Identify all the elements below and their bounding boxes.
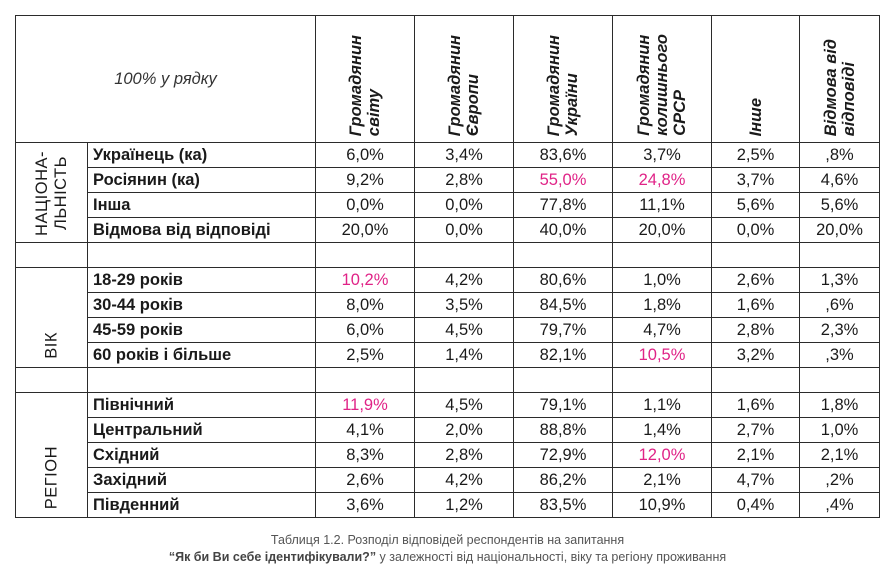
row-label: 18-29 років xyxy=(88,268,316,293)
row-label: Західний xyxy=(88,468,316,493)
row-label: Південний xyxy=(88,493,316,518)
value-cell: 11,9% xyxy=(316,393,415,418)
table-row xyxy=(16,393,880,418)
column-header-0 xyxy=(316,16,415,143)
table-row xyxy=(16,343,880,368)
group-label-text: РЕГІОН xyxy=(42,445,60,509)
value-cell: 2,1% xyxy=(712,443,800,468)
value-cell: 4,5% xyxy=(415,393,514,418)
value-cell: 10,5% xyxy=(613,343,712,368)
value-cell: 4,7% xyxy=(613,318,712,343)
value-cell: 3,5% xyxy=(415,293,514,318)
empty-cell xyxy=(415,368,514,393)
caption-question: “Як би Ви себе ідентифікували?” xyxy=(168,550,377,564)
value-cell: 82,1% xyxy=(514,343,613,368)
value-cell: 1,0% xyxy=(800,418,880,443)
empty-cell xyxy=(316,243,415,268)
value-cell: 2,7% xyxy=(712,418,800,443)
value-cell: 83,6% xyxy=(514,143,613,168)
value-cell: 40,0% xyxy=(514,218,613,243)
value-cell: 3,7% xyxy=(613,143,712,168)
value-cell: 3,4% xyxy=(415,143,514,168)
value-cell: 0,0% xyxy=(316,193,415,218)
column-header-label: Інше xyxy=(746,97,765,136)
column-header-label: Громадянин Європи xyxy=(446,34,482,136)
value-cell: 4,7% xyxy=(712,468,800,493)
value-cell: 86,2% xyxy=(514,468,613,493)
identity-table xyxy=(15,15,880,518)
empty-cell xyxy=(514,243,613,268)
value-cell: 2,5% xyxy=(712,143,800,168)
value-cell: 1,4% xyxy=(613,418,712,443)
empty-cell xyxy=(88,243,316,268)
value-cell: 20,0% xyxy=(613,218,712,243)
value-cell: 12,0% xyxy=(613,443,712,468)
value-cell: 8,3% xyxy=(316,443,415,468)
corner-label: 100% у рядку xyxy=(16,16,316,143)
column-header-1 xyxy=(415,16,514,143)
value-cell: ,8% xyxy=(800,143,880,168)
table-row xyxy=(16,268,880,293)
value-cell: 1,8% xyxy=(613,293,712,318)
value-cell: 5,6% xyxy=(712,193,800,218)
empty-cell xyxy=(88,368,316,393)
value-cell: 1,1% xyxy=(613,393,712,418)
value-cell: 1,2% xyxy=(415,493,514,518)
value-cell: 4,1% xyxy=(316,418,415,443)
value-cell: 79,7% xyxy=(514,318,613,343)
row-label: Росіянин (ка) xyxy=(88,168,316,193)
empty-cell xyxy=(712,368,800,393)
separator-row xyxy=(16,368,880,393)
value-cell: 72,9% xyxy=(514,443,613,468)
value-cell: 1,0% xyxy=(613,268,712,293)
column-header-4 xyxy=(712,16,800,143)
value-cell: 4,6% xyxy=(800,168,880,193)
value-cell: 1,3% xyxy=(800,268,880,293)
row-label: 45-59 років xyxy=(88,318,316,343)
empty-cell xyxy=(316,368,415,393)
table-row xyxy=(16,318,880,343)
row-label: 60 років і більше xyxy=(88,343,316,368)
value-cell: 80,6% xyxy=(514,268,613,293)
caption-line-2 xyxy=(0,549,895,566)
value-cell: 79,1% xyxy=(514,393,613,418)
value-cell: 0,0% xyxy=(415,218,514,243)
value-cell: 2,0% xyxy=(415,418,514,443)
empty-cell xyxy=(415,243,514,268)
value-cell: 0,0% xyxy=(712,218,800,243)
separator-row xyxy=(16,243,880,268)
empty-cell xyxy=(613,368,712,393)
row-label: Українець (ка) xyxy=(88,143,316,168)
value-cell: 88,8% xyxy=(514,418,613,443)
value-cell: 8,0% xyxy=(316,293,415,318)
value-cell: 77,8% xyxy=(514,193,613,218)
row-label: 30-44 років xyxy=(88,293,316,318)
caption-rest: у залежності від національності, віку та регіону проживання xyxy=(376,550,727,564)
value-cell: 55,0% xyxy=(514,168,613,193)
table-row xyxy=(16,193,880,218)
empty-cell xyxy=(613,243,712,268)
value-cell: 0,0% xyxy=(415,193,514,218)
value-cell: 9,2% xyxy=(316,168,415,193)
value-cell: 0,4% xyxy=(712,493,800,518)
empty-cell xyxy=(16,243,88,268)
value-cell: 84,5% xyxy=(514,293,613,318)
row-label: Східний xyxy=(88,443,316,468)
value-cell: ,4% xyxy=(800,493,880,518)
value-cell: ,6% xyxy=(800,293,880,318)
value-cell: 11,1% xyxy=(613,193,712,218)
value-cell: ,3% xyxy=(800,343,880,368)
group-label-1 xyxy=(16,268,88,368)
table-caption xyxy=(0,532,895,566)
table-row xyxy=(16,418,880,443)
value-cell: 6,0% xyxy=(316,318,415,343)
value-cell: 2,3% xyxy=(800,318,880,343)
value-cell: 6,0% xyxy=(316,143,415,168)
value-cell: 3,2% xyxy=(712,343,800,368)
value-cell: 10,2% xyxy=(316,268,415,293)
value-cell: 3,7% xyxy=(712,168,800,193)
empty-cell xyxy=(800,368,880,393)
empty-cell xyxy=(514,368,613,393)
value-cell: 4,2% xyxy=(415,268,514,293)
value-cell: 3,6% xyxy=(316,493,415,518)
column-header-5 xyxy=(800,16,880,143)
column-header-label: Громадянин колишнього СРСР xyxy=(635,34,689,136)
table-row xyxy=(16,143,880,168)
value-cell: ,2% xyxy=(800,468,880,493)
row-label: Відмова від відповіді xyxy=(88,218,316,243)
value-cell: 1,4% xyxy=(415,343,514,368)
column-header-label: Громадянин світу xyxy=(347,34,383,136)
value-cell: 2,6% xyxy=(712,268,800,293)
value-cell: 4,2% xyxy=(415,468,514,493)
column-header-3 xyxy=(613,16,712,143)
row-label: Північний xyxy=(88,393,316,418)
table-row xyxy=(16,493,880,518)
value-cell: 2,8% xyxy=(712,318,800,343)
value-cell: 2,8% xyxy=(415,168,514,193)
value-cell: 2,1% xyxy=(800,443,880,468)
value-cell: 2,6% xyxy=(316,468,415,493)
value-cell: 24,8% xyxy=(613,168,712,193)
caption-line-1: Таблиця 1.2. Розподіл відповідей респондентів на запитання xyxy=(270,533,625,547)
value-cell: 4,5% xyxy=(415,318,514,343)
value-cell: 1,6% xyxy=(712,293,800,318)
value-cell: 2,1% xyxy=(613,468,712,493)
table-row xyxy=(16,218,880,243)
value-cell: 5,6% xyxy=(800,193,880,218)
header-row xyxy=(16,16,880,143)
group-label-2 xyxy=(16,393,88,518)
empty-cell xyxy=(800,243,880,268)
table-row xyxy=(16,293,880,318)
column-header-2 xyxy=(514,16,613,143)
group-label-text: НАЦІОНА- ЛЬНІСТЬ xyxy=(32,151,70,236)
value-cell: 83,5% xyxy=(514,493,613,518)
value-cell: 20,0% xyxy=(316,218,415,243)
table-row xyxy=(16,168,880,193)
value-cell: 10,9% xyxy=(613,493,712,518)
group-label-text: ВІК xyxy=(42,332,60,359)
value-cell: 20,0% xyxy=(800,218,880,243)
empty-cell xyxy=(712,243,800,268)
group-label-0 xyxy=(16,143,88,243)
value-cell: 2,8% xyxy=(415,443,514,468)
column-header-label: Громадянин України xyxy=(545,34,581,136)
value-cell: 1,8% xyxy=(800,393,880,418)
column-header-label: Відмова від відповіді xyxy=(821,38,858,136)
empty-cell xyxy=(16,368,88,393)
value-cell: 2,5% xyxy=(316,343,415,368)
row-label: Інша xyxy=(88,193,316,218)
table-row xyxy=(16,468,880,493)
row-label: Центральний xyxy=(88,418,316,443)
value-cell: 1,6% xyxy=(712,393,800,418)
table-row xyxy=(16,443,880,468)
